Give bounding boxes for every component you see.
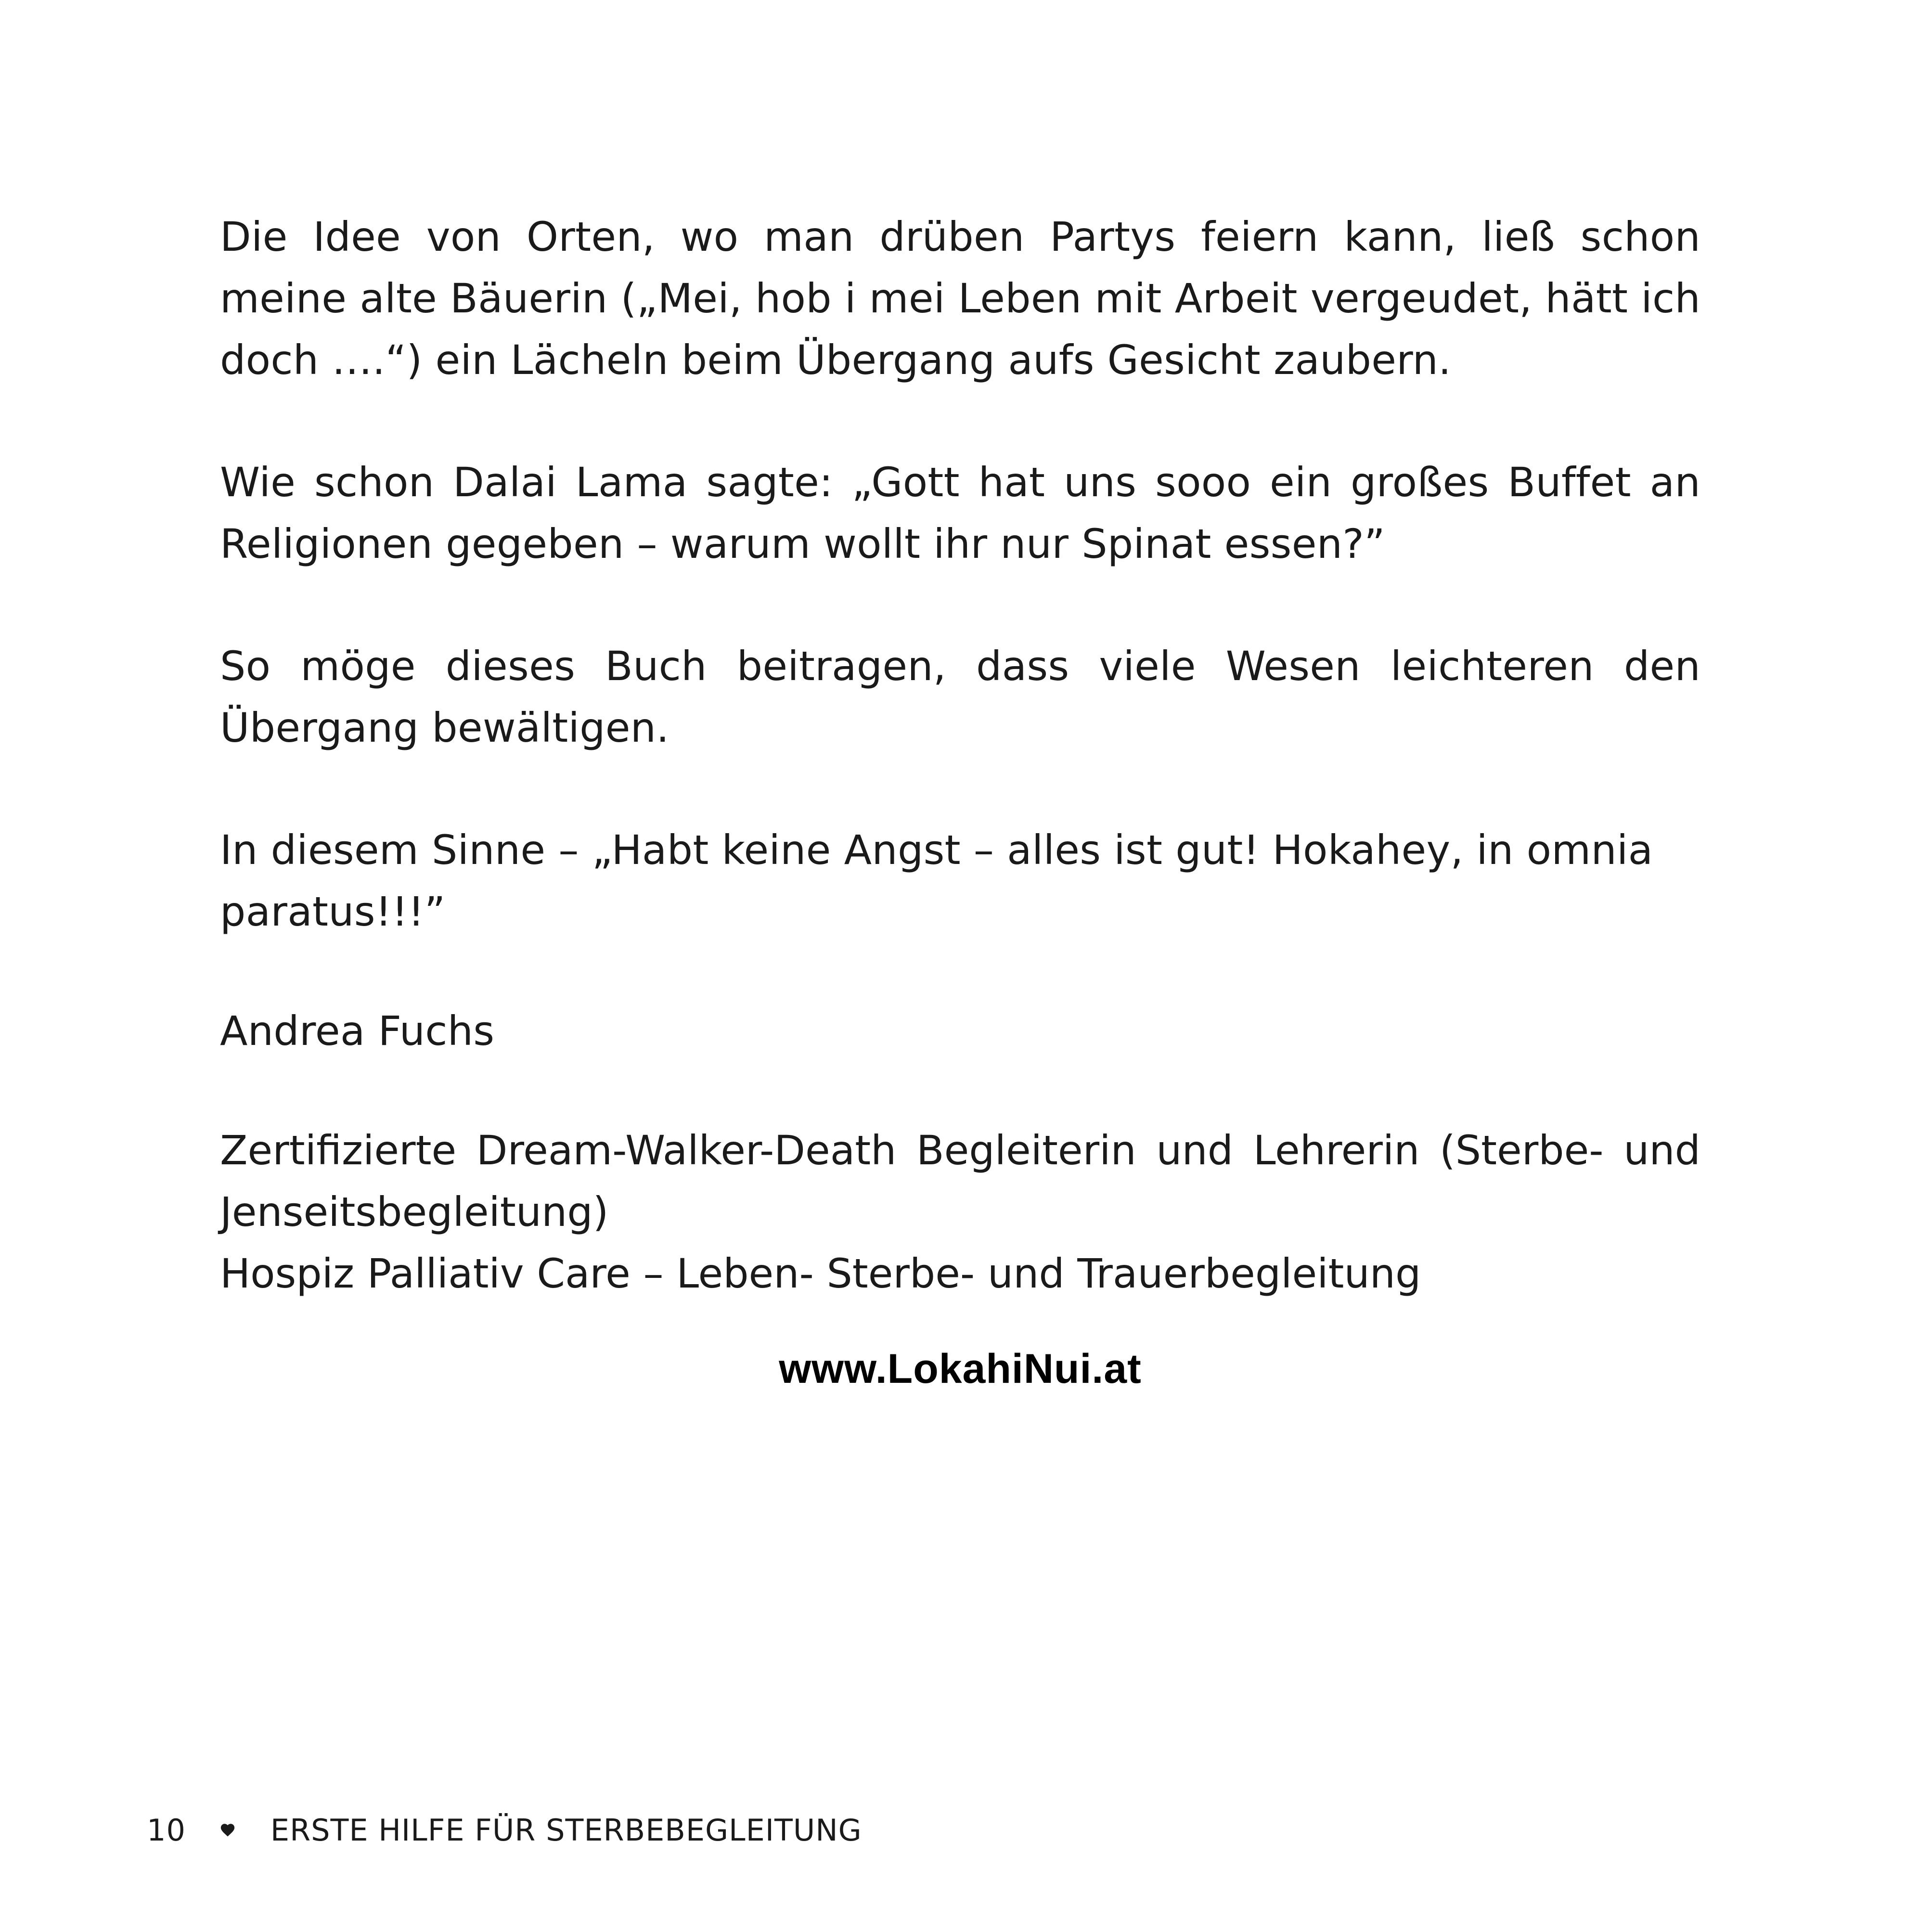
paragraph-dalai-lama-quote: Wie schon Dalai Lama sagte: „Gott hat uns sooo ein großes Buffet an Religionen gegeben – warum wollt ihr nur Spinat essen?” [220, 459, 1700, 567]
heart-icon [219, 1822, 236, 1838]
website-link[interactable]: www.LokahiNui.at [779, 1346, 1142, 1392]
credential-certification: Zertifizierte Dream-Walker-Death Begleiterin und Lehrerin (Sterbe- und Jenseitsbegleitung) [220, 1127, 1700, 1236]
running-book-title: ERSTE HILFE FÜR STERBEBEGLEITUNG [270, 1812, 862, 1848]
paragraph-closing-motto: In diesem Sinne – „Habt keine Angst – alles ist gut! Hokahey, in omnia paratus!!!” [220, 826, 1653, 935]
author-name: Andrea Fuchs [220, 1007, 495, 1055]
paragraph-party-places: Die Idee von Orten, wo man drüben Partys feiern kann, ließ schon meine alte Bäuerin („Mei, hob i mei Leben mit Arbeit vergeudet, hätt ich doch ….“) ein Lächeln beim Übergang aufs Gesicht zaubern. [220, 213, 1700, 384]
credential-hospice: Hospiz Palliativ Care – Leben- Sterbe- und Trauerbegleitung [220, 1250, 1421, 1297]
paragraph-book-wish: So möge dieses Buch beitragen, dass viele Wesen leichteren den Übergang bewältigen. [220, 643, 1700, 751]
page-content [220, 206, 1700, 1400]
author-credentials [220, 1120, 1700, 1304]
page-number: 10 [147, 1812, 186, 1848]
page-footer [147, 1811, 862, 1849]
